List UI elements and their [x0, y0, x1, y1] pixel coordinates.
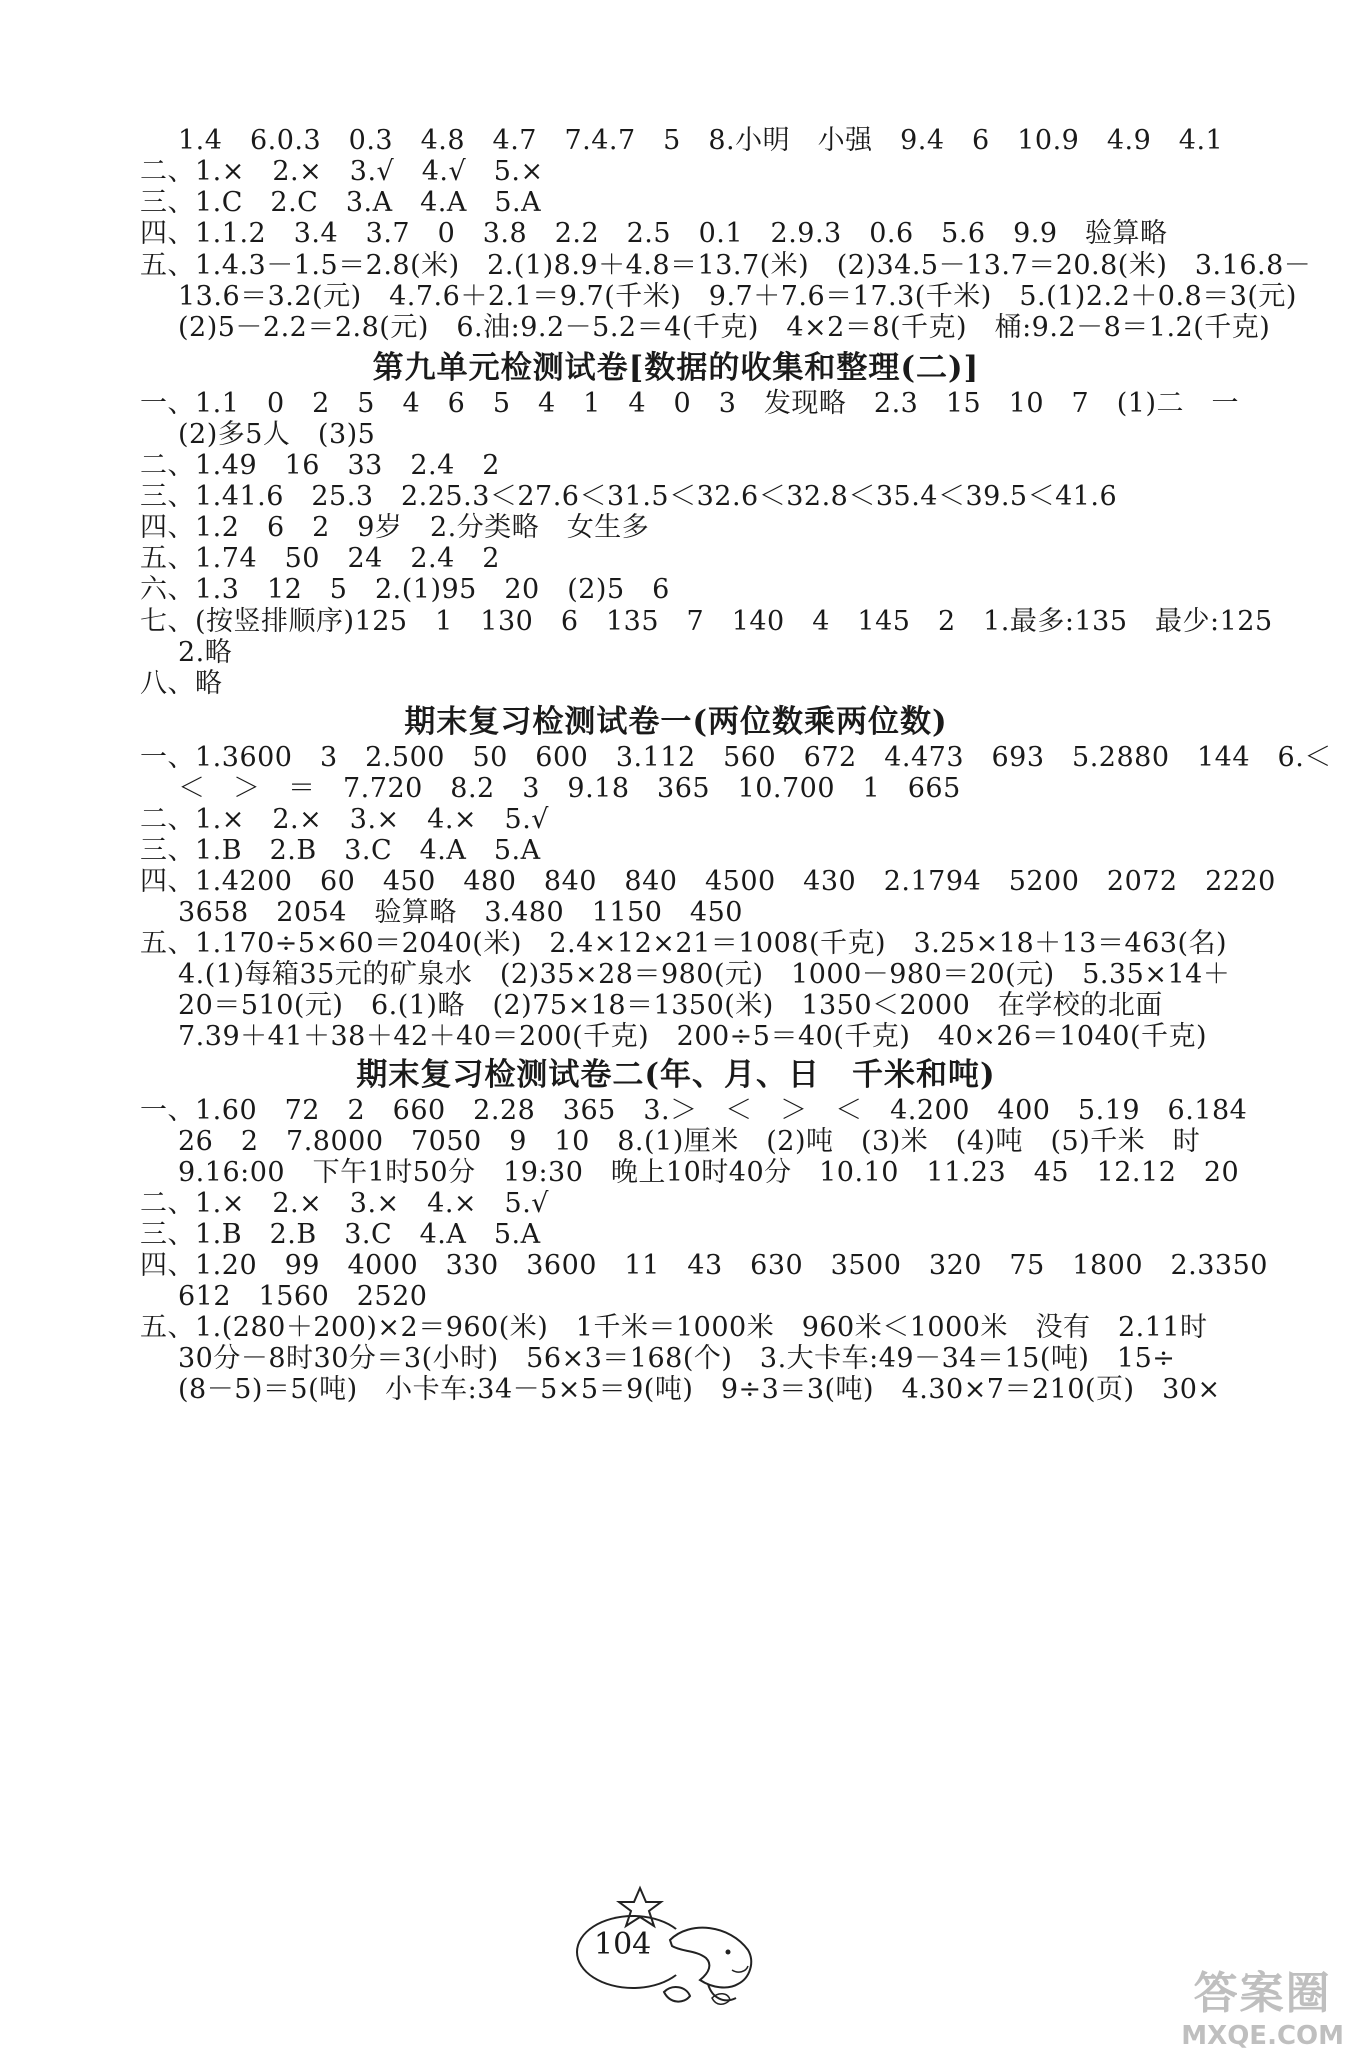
answer-line: 26 2 7.8000 7050 9 10 8.(1)厘米 (2)吨 (3)米 (4)吨 (5)千米 时	[178, 1126, 1201, 1157]
answer-line: 20＝510(元) 6.(1)略 (2)75×18＝1350(米) 1350＜2000 在学校的北面	[178, 990, 1163, 1021]
answer-line: 9.16:00 下午1时50分 19:30 晚上10时40分 10.10 11.23 45 12.12 20	[178, 1157, 1240, 1188]
answer-line: 六、1.3 12 5 2.(1)95 20 (2)5 6	[140, 574, 670, 605]
answer-line: 13.6＝3.2(元) 4.7.6＋2.1＝9.7(千米) 9.7＋7.6＝17.3(千米) 5.(1)2.2＋0.8＝3(元)	[178, 281, 1297, 312]
answer-line: 一、1.60 72 2 660 2.28 365 3.＞ ＜ ＞ ＜ 4.200 400 5.19 6.184	[140, 1095, 1248, 1126]
answer-line: 三、1.41.6 25.3 2.25.3＜27.6＜31.5＜32.6＜32.8＜35.4＜39.5＜41.6	[140, 481, 1118, 512]
answer-line: 3658 2054 验算略 3.480 1150 450	[178, 897, 743, 928]
answer-line: 五、1.(280＋200)×2＝960(米) 1千米＝1000米 960米＜1000米 没有 2.11时	[140, 1312, 1208, 1343]
watermark	[1181, 1957, 1344, 2051]
answer-line: 二、1.× 2.× 3.× 4.× 5.√	[140, 804, 550, 835]
answer-line: 1.4 6.0.3 0.3 4.8 4.7 7.4.7 5 8.小明 小强 9.4 6 10.9 4.9 4.1	[178, 125, 1224, 156]
answer-line: 四、1.4200 60 450 480 840 840 4500 430 2.1794 5200 2072 2220	[140, 866, 1276, 897]
answer-line: 三、1.B 2.B 3.C 4.A 5.A	[140, 835, 541, 866]
answer-line: 三、1.C 2.C 3.A 4.A 5.A	[140, 187, 542, 218]
answer-line: 四、1.2 6 2 9岁 2.分类略 女生多	[140, 512, 650, 543]
answer-line: 二、1.× 2.× 3.× 4.× 5.√	[140, 1188, 550, 1219]
answer-line: (8－5)＝5(吨) 小卡车:34－5×5＝9(吨) 9÷3＝3(吨) 4.30×7＝210(页) 30×	[178, 1374, 1221, 1405]
answer-line: 四、1.20 99 4000 330 3600 11 43 630 3500 320 75 1800 2.3350	[140, 1250, 1268, 1281]
answer-line: 五、1.4.3－1.5＝2.8(米) 2.(1)8.9＋4.8＝13.7(米) (2)34.5－13.7＝20.8(米) 3.16.8－	[140, 250, 1312, 281]
answer-line: 八、略	[140, 668, 223, 699]
section-title: 期末复习检测试卷二(年、月、日 千米和吨)	[356, 1057, 996, 1093]
answer-line: (2)多5人 (3)5	[178, 419, 376, 450]
answer-line: 一、1.3600 3 2.500 50 600 3.112 560 672 4.473 693 5.2880 144 6.＜	[140, 742, 1332, 773]
answer-line: 三、1.B 2.B 3.C 4.A 5.A	[140, 1219, 541, 1250]
answer-line: 612 1560 2520	[178, 1281, 428, 1312]
dolphin-star-icon	[600, 1880, 760, 2010]
section-title: 第九单元检测试卷[数据的收集和整理(二)]	[372, 350, 980, 386]
answer-line: (2)5－2.2＝2.8(元) 6.油:9.2－5.2＝4(千克) 4×2＝8(千克) 桶:9.2－8＝1.2(千克)	[178, 312, 1271, 343]
answer-line: 二、1.× 2.× 3.√ 4.√ 5.×	[140, 156, 544, 187]
answer-line: 五、1.74 50 24 2.4 2	[140, 543, 500, 574]
answer-line: 四、1.1.2 3.4 3.7 0 3.8 2.2 2.5 0.1 2.9.3 0.6 5.6 9.9 验算略	[140, 218, 1168, 249]
answer-line: 30分－8时30分＝3(小时) 56×3＝168(个) 3.大卡车:49－34＝15(吨) 15÷	[178, 1343, 1176, 1374]
answer-line: 二、1.49 16 33 2.4 2	[140, 450, 500, 481]
answer-line: 一、1.1 0 2 5 4 6 5 4 1 4 0 3 发现略 2.3 15 10 7 (1)二 一	[140, 388, 1239, 419]
page-number: 104	[594, 1927, 652, 1962]
answer-line: ＜ ＞ ＝ 7.720 8.2 3 9.18 365 10.700 1 665	[178, 773, 961, 804]
watermark-logo: 答案圈	[1193, 1968, 1332, 2019]
answer-line: 2.略	[178, 637, 233, 668]
watermark-url: MXQE.COM	[1181, 2021, 1344, 2051]
answer-line: 4.(1)每箱35元的矿泉水 (2)35×28＝980(元) 1000－980＝20(元) 5.35×14＋	[178, 959, 1231, 990]
answer-line: 五、1.170÷5×60＝2040(米) 2.4×12×21＝1008(千克) 3.25×18＋13＝463(名)	[140, 928, 1228, 959]
answer-line: 7.39＋41＋38＋42＋40＝200(千克) 200÷5＝40(千克) 40×26＝1040(千克)	[178, 1021, 1208, 1052]
answer-line: 七、(按竖排顺序)125 1 130 6 135 7 140 4 145 2 1.最多:135 最少:125	[140, 606, 1273, 637]
section-title: 期末复习检测试卷一(两位数乘两位数)	[404, 704, 948, 740]
